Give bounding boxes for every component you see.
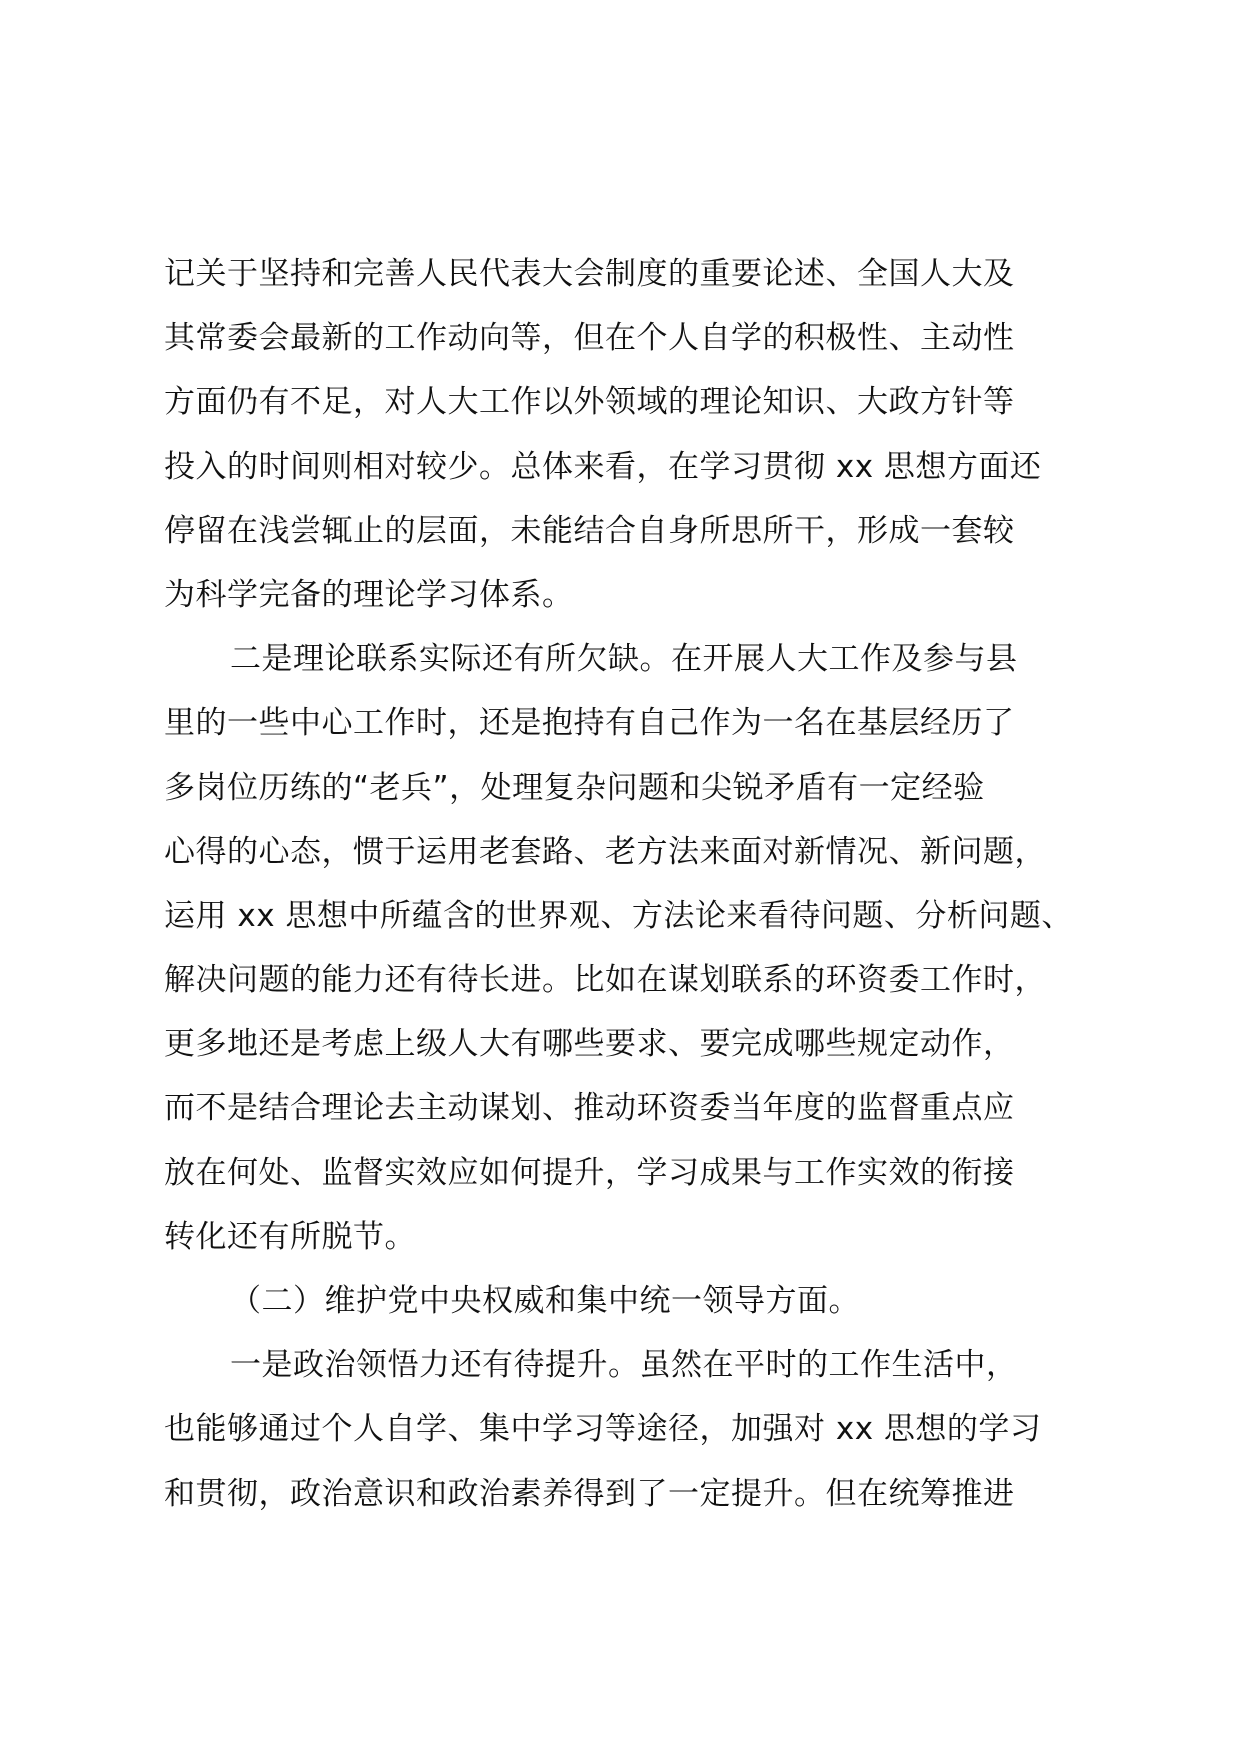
- text-line: 方面仍有不足，对人大工作以外领域的理论知识、大政方针等: [164, 384, 1015, 421]
- text-line: 投入的时间则相对较少。总体来看，在学习贯彻 xx 思想方面还: [164, 448, 1042, 485]
- text-line: 里的一些中心工作时，还是抱持有自己作为一名在基层经历了: [164, 705, 1015, 742]
- section-heading: （二）维护党中央权威和集中统一领导方面。: [230, 1283, 860, 1319]
- text-line: 解决问题的能力还有待长进。比如在谋划联系的环资委工作时，: [164, 962, 1046, 999]
- text-line: 放在何处、监督实效应如何提升，学习成果与工作实效的衔接: [164, 1154, 1015, 1191]
- text-line: 心得的心态，惯于运用老套路、老方法来面对新情况、新问题，: [164, 833, 1046, 870]
- text-line: 停留在浅尝辄止的层面，未能结合自身所思所干，形成一套较: [164, 512, 1015, 549]
- paragraph-start-line: 一是政治领悟力还有待提升。虽然在平时的工作生活中，: [230, 1347, 1018, 1384]
- text-line: 其常委会最新的工作动向等，但在个人自学的积极性、主动性: [164, 320, 1015, 357]
- text-line: 为科学完备的理论学习体系。: [164, 576, 574, 613]
- text-line: 和贯彻，政治意识和政治素养得到了一定提升。但在统筹推进: [164, 1475, 1015, 1512]
- paragraph-start-line: 二是理论联系实际还有所欠缺。在开展人大工作及参与县: [230, 641, 1018, 678]
- text-line: 记关于坚持和完善人民代表大会制度的重要论述、全国人大及: [164, 256, 1015, 292]
- document-body: [164, 242, 1084, 1526]
- text-line: 更多地还是考虑上级人大有哪些要求、要完成哪些规定动作，: [164, 1026, 1015, 1063]
- text-line: 运用 xx 思想中所蕴含的世界观、方法论来看待问题、分析问题、: [164, 897, 1073, 934]
- text-line: 也能够通过个人自学、集中学习等途径，加强对 xx 思想的学习: [164, 1411, 1042, 1448]
- text-line: 转化还有所脱节。: [164, 1218, 416, 1255]
- text-line: 多岗位历练的“老兵”，处理复杂问题和尖锐矛盾有一定经验: [164, 769, 985, 806]
- text-line: 而不是结合理论去主动谋划、推动环资委当年度的监督重点应: [164, 1090, 1015, 1127]
